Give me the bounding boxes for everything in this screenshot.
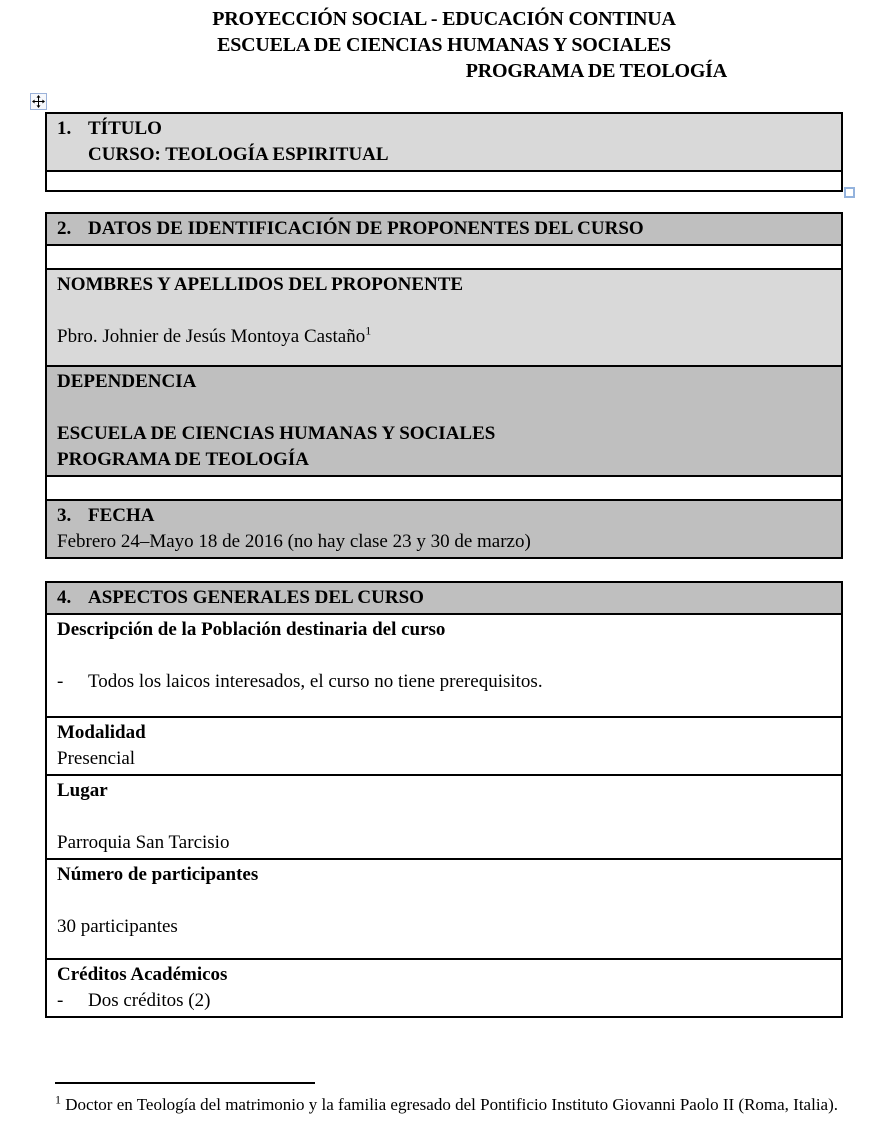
proponente-name: Pbro. Johnier de Jesús Montoya Castaño xyxy=(57,326,366,347)
lugar-value: Parroquia San Tarcisio xyxy=(57,832,230,853)
fecha-label: FECHA xyxy=(88,505,155,526)
descripcion-bullet: - xyxy=(57,671,64,692)
footnote-number: 1 xyxy=(55,1092,61,1107)
creditos-value: Dos créditos (2) xyxy=(88,990,211,1011)
datos-header-cell xyxy=(47,214,841,244)
creditos-cell xyxy=(47,958,841,1016)
creditos-bullet: - xyxy=(57,990,64,1011)
footnote-text-line xyxy=(55,1092,845,1118)
table-titulo xyxy=(45,112,843,192)
participantes-label: Número de participantes xyxy=(57,864,259,885)
aspectos-title: ASPECTOS GENERALES DEL CURSO xyxy=(88,587,424,608)
datos-empty-cell xyxy=(47,244,841,268)
titulo-number: 1. xyxy=(57,118,72,139)
move-cross-icon xyxy=(32,95,45,108)
table-aspectos-generales xyxy=(45,581,843,1018)
titulo-header-cell xyxy=(47,114,841,170)
heading-line-1: PROYECCIÓN SOCIAL - EDUCACIÓN CONTINUA xyxy=(212,8,676,30)
descripcion-value: Todos los laicos interesados, el curso no tiene prerequisitos. xyxy=(88,671,543,692)
titulo-label: TÍTULO xyxy=(88,118,162,139)
participantes-value: 30 participantes xyxy=(57,916,178,937)
curso-line: CURSO: TEOLOGÍA ESPIRITUAL xyxy=(88,144,389,165)
proponente-name-line xyxy=(57,324,833,350)
participantes-cell xyxy=(47,858,841,958)
footnote-text: Doctor en Teología del matrimonio y la familia egresado del Pontificio Instituto Giovanni Paolo II (Roma, Italia). xyxy=(61,1095,839,1114)
footnote-area xyxy=(55,1082,896,1118)
lugar-label: Lugar xyxy=(57,780,108,801)
heading-line-3: PROGRAMA DE TEOLOGÍA xyxy=(465,60,727,82)
dependencia-cell xyxy=(47,365,841,475)
fecha-cell xyxy=(47,499,841,557)
lugar-cell xyxy=(47,774,841,858)
creditos-label: Créditos Académicos xyxy=(57,964,228,985)
datos-title: DATOS DE IDENTIFICACIÓN DE PROPONENTES DEL CURSO xyxy=(88,218,644,239)
datos-number: 2. xyxy=(57,218,72,239)
footnote-separator xyxy=(55,1082,315,1084)
fecha-number: 3. xyxy=(57,505,72,526)
modalidad-value: Presencial xyxy=(57,748,136,769)
fecha-value: Febrero 24–Mayo 18 de 2016 (no hay clase 23 y 30 de marzo) xyxy=(57,531,531,552)
nombres-label: NOMBRES Y APELLIDOS DEL PROPONENTE xyxy=(57,274,464,295)
aspectos-header-cell xyxy=(47,583,841,613)
descripcion-cell xyxy=(47,613,841,716)
modalidad-cell xyxy=(47,716,841,774)
table-datos-identificacion xyxy=(45,212,843,559)
table-resize-handle[interactable] xyxy=(844,187,855,198)
aspectos-number: 4. xyxy=(57,587,72,608)
nombres-cell xyxy=(47,268,841,365)
dependencia-escuela: ESCUELA DE CIENCIAS HUMANAS Y SOCIALES xyxy=(57,423,496,444)
footnote-reference-mark: 1 xyxy=(365,323,372,338)
dependencia-programa: PROGRAMA DE TEOLOGÍA xyxy=(57,449,309,470)
dependencia-label: DEPENDENCIA xyxy=(57,371,197,392)
modalidad-label: Modalidad xyxy=(57,722,146,743)
descripcion-label: Descripción de la Población destinaria del curso xyxy=(57,619,446,640)
dependencia-empty-cell xyxy=(47,475,841,499)
table-move-handle-icon[interactable] xyxy=(30,93,47,110)
heading-line-2: ESCUELA DE CIENCIAS HUMANAS Y SOCIALES xyxy=(217,34,671,56)
document-heading xyxy=(45,0,843,84)
titulo-empty-cell xyxy=(47,170,841,190)
